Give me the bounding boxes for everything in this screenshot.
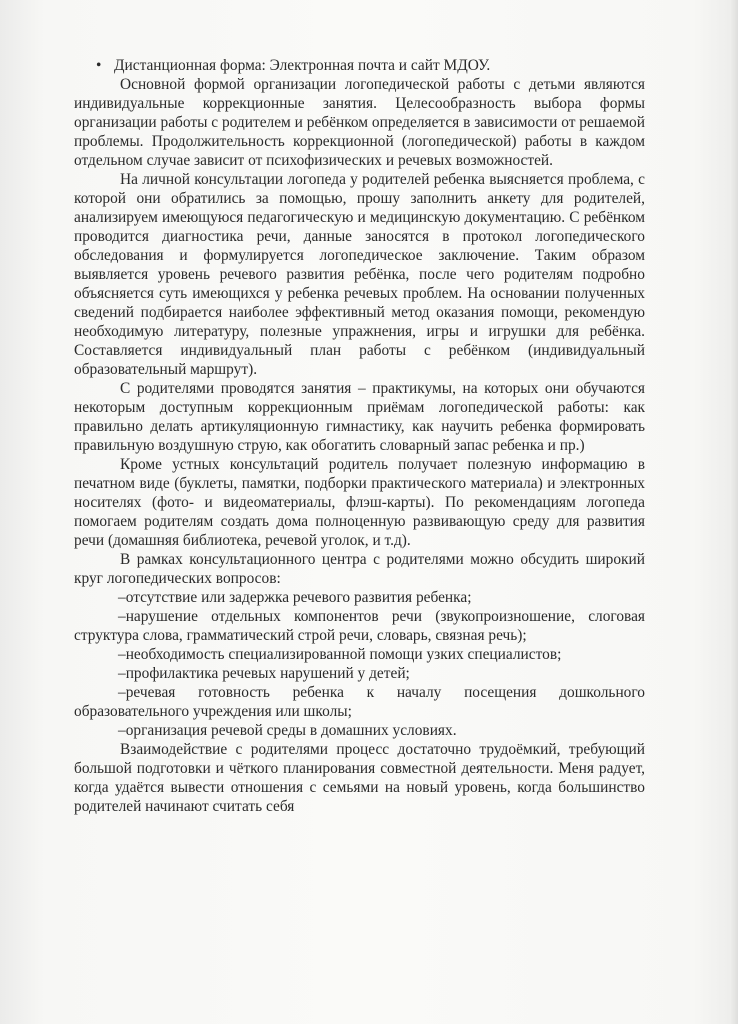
- dash-item: –организация речевой среды в домашних условиях.: [118, 722, 457, 739]
- dash-item: –необходимость специализированной помощи узких специалистов;: [118, 646, 562, 663]
- dash-item: –нарушение отдельных компонентов речи (звукопроизношение, слоговая структура слова, грамматический строй речи, словарь, связная речь);: [74, 608, 645, 644]
- paragraph-interaction: Взаимодействие с родителями процесс достаточно трудоёмкий, требующий большой подготовки и чёткого планирования совместной деятельности. Меня радует, когда удаётся вывести отношения с семьями на новый уровень, когда большинство родителей начинают считать себя: [74, 741, 645, 815]
- dash-item: –профилактика речевых нарушений у детей;: [118, 665, 410, 682]
- scan-edge-shadow: [730, 0, 738, 1024]
- document-body: [74, 56, 645, 816]
- paragraph-forms: Основной формой организации логопедической работы с детьми являются индивидуальные коррекционные занятия. Целесообразность выбора формы организации работы с родителем и ребёнком определяется в зависимости от решаемой проблемы. Продолжительность коррекционной (логопедической) работы в каждом отдельном случае зависит от психофизических и речевых возможностей.: [74, 76, 645, 169]
- paragraph-materials: Кроме устных консультаций родитель получает полезную информацию в печатном виде (буклеты, памятки, подборки практического материала) и электронных носителях (фото- и видеоматериалы, флэш-карты). По рекомендациям логопеда помогаем родителям создать дома полноценную развивающую среду для развития речи (домашняя библиотека, речевой уголок, и т.д).: [74, 456, 645, 549]
- dash-item: –речевая готовность ребенка к началу посещения дошкольного образовательного учреждения или школы;: [74, 684, 645, 720]
- paragraph-consultation: На личной консультации логопеда у родителей ребенка выясняется проблема, с которой они обратились за помощью, прошу заполнить анкету для родителей, анализируем имеющуюся педагогическую и медицинскую документацию. С ребёнком проводится диагностика речи, данные заносятся в протокол логопедического обследования и формулируется логопедическое заключение. Таким образом выявляется уровень речевого развития ребёнка, после чего родителям подробно объясняется суть имеющихся у ребенка речевых проблем. На основании полученных сведений подбирается наиболее эффективный метод оказания помощи, рекомендую необходимую литературу, полезные упражнения, игры и игрушки для ребёнка. Составляется индивидуальный план работы с ребёнком (индивидуальный образовательный маршрут).: [74, 171, 645, 378]
- bullet-mark: •: [96, 57, 102, 74]
- paragraph-practicums: С родителями проводятся занятия – практикумы, на которых они обучаются некоторым доступным коррекционным приёмам логопедической работы: как правильно делать артикуляционную гимнастику, как научить ребенка формировать правильную воздушную струю, как обогатить словарный запас ребенка и пр.): [74, 380, 645, 454]
- bullet-item: [74, 56, 645, 75]
- bullet-text: Дистанционная форма: Электронная почта и сайт МДОУ.: [114, 57, 491, 74]
- paragraph-questions-intro: В рамках консультационного центра с родителями можно обсудить широкий круг логопедических вопросов:: [74, 551, 645, 587]
- dash-item: –отсутствие или задержка речевого развития ребенка;: [118, 589, 472, 606]
